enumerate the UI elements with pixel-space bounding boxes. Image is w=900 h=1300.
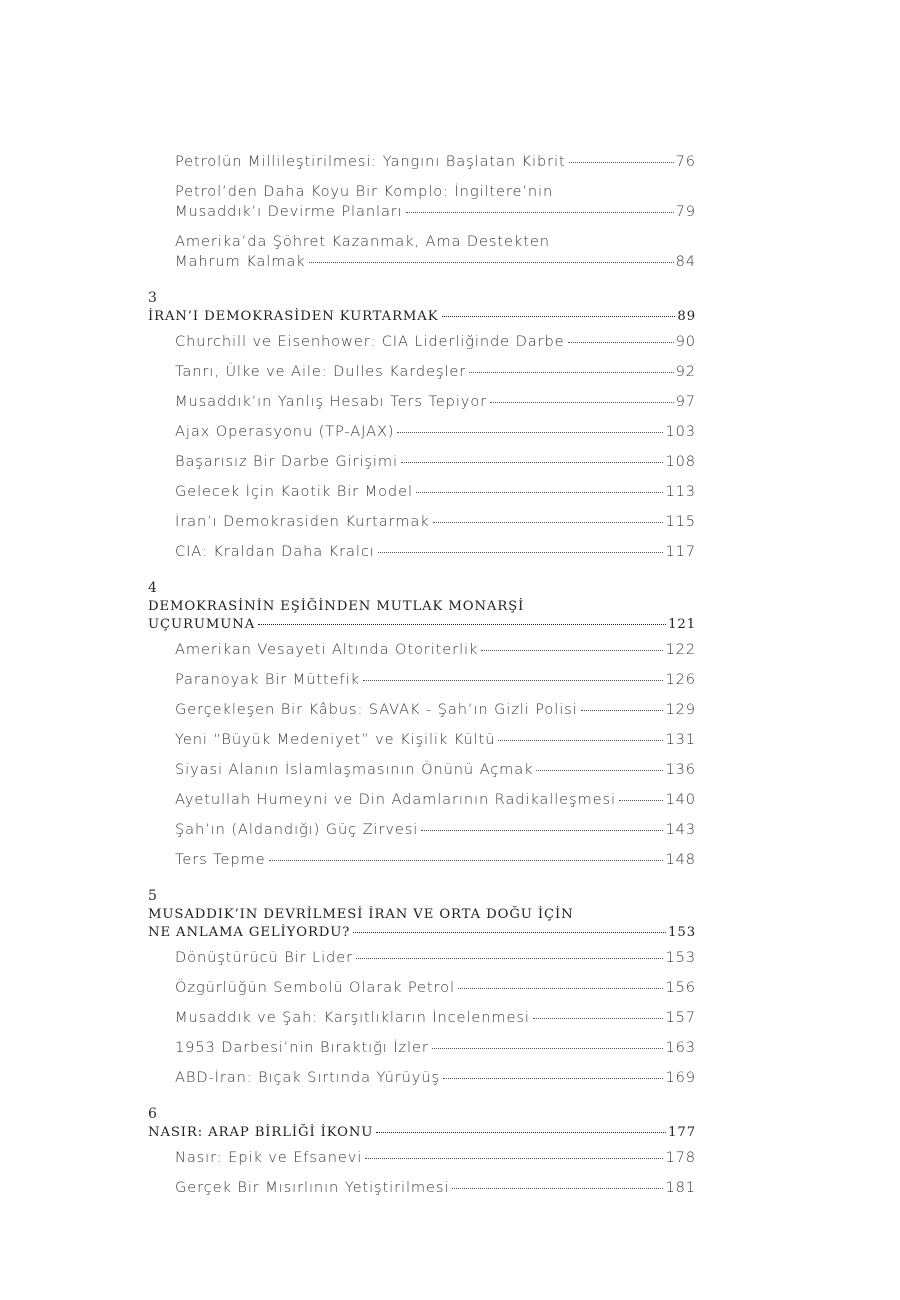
chapter-heading[interactable] (148, 1124, 696, 1142)
toc-entry[interactable] (148, 152, 696, 172)
entry-title: Musaddık’ı Devirme Planları (175, 203, 403, 220)
entry-title: Gelecek İçin Kaotik Bir Model (175, 483, 413, 500)
entry-title: Ayetullah Humeyni ve Din Adamlarının Radikalleşmesi (175, 791, 617, 808)
entry-title: ABD-İran: Bıçak Sırtında Yürüyüş (175, 1069, 440, 1086)
entry-title: Ters Tepme (175, 851, 266, 868)
dot-leader (309, 262, 674, 263)
chapter-title-line1: MUSADDIK’IN DEVRİLMESİ İRAN VE ORTA DOĞU İÇİN (148, 907, 574, 922)
toc-entry[interactable] (148, 392, 696, 412)
toc-entry[interactable] (148, 820, 696, 840)
dot-leader (569, 162, 674, 163)
dot-leader (536, 770, 663, 771)
entry-title: Petrolün Millileştirilmesi: Yangını Başlatan Kibrit (175, 153, 566, 170)
toc-entry[interactable] (148, 1068, 696, 1088)
chapter-heading[interactable] (148, 598, 696, 634)
dot-leader (353, 932, 666, 933)
entry-page: 115 (665, 513, 696, 530)
entry-title: CIA: Kraldan Daha Kralcı (175, 543, 375, 560)
dot-leader (397, 432, 663, 433)
entry-title: Amerikan Vesayeti Altında Otoriterlik (175, 641, 479, 658)
entry-title: Musaddık’ın Yanlış Hesabı Ters Tepiyor (175, 393, 488, 410)
toc-entry[interactable] (148, 1008, 696, 1028)
entry-title: Musaddık ve Şah: Karşıtlıkların İncelenmesi (175, 1009, 530, 1026)
chapter-6 (148, 1104, 696, 1198)
dot-leader (376, 1132, 666, 1133)
entry-page: 129 (665, 701, 696, 718)
dot-leader (421, 830, 663, 831)
entry-title: Şah’ın (Aldandığı) Güç Zirvesi (175, 821, 419, 838)
toc-entry[interactable] (148, 512, 696, 532)
dot-leader (442, 316, 676, 317)
chapter-heading[interactable] (148, 906, 696, 942)
toc-entry[interactable] (148, 700, 696, 720)
entry-title: Yeni “Büyük Medeniyet” ve Kişilik Kültü (175, 731, 496, 748)
entry-page: 163 (665, 1039, 696, 1056)
toc-entry[interactable] (148, 730, 696, 750)
entry-title: İran’ı Demokrasiden Kurtarmak (175, 513, 430, 530)
chapter-page: 177 (668, 1125, 696, 1140)
chapter-heading[interactable] (148, 308, 696, 326)
toc-entry[interactable] (148, 542, 696, 562)
chapter-title: İRAN’I DEMOKRASİDEN KURTARMAK (148, 309, 439, 324)
entry-page: 148 (665, 851, 696, 868)
toc-entry[interactable] (148, 670, 696, 690)
entry-page: 79 (675, 203, 696, 220)
entry-title: Tanrı, Ülke ve Aile: Dulles Kardeşler (175, 363, 467, 380)
dot-leader (619, 800, 663, 801)
entry-page: 84 (675, 253, 696, 270)
entry-title: 1953 Darbesi’nin Bıraktığı İzler (175, 1039, 429, 1056)
toc-entry[interactable] (148, 452, 696, 472)
entry-page: 97 (675, 393, 696, 410)
entry-title: Gerçekleşen Bir Kâbus: SAVAK - Şah’ın Gizli Polisi (175, 701, 578, 718)
chapter-3 (148, 288, 696, 562)
entry-page: 178 (665, 1149, 696, 1166)
entry-page: 108 (665, 453, 696, 470)
toc-entry[interactable] (148, 1178, 696, 1198)
entry-title: Nasır: Epik ve Efsanevi (175, 1149, 363, 1166)
dot-leader (401, 462, 664, 463)
toc-entry[interactable] (148, 332, 696, 352)
chapter-number: 4 (148, 580, 157, 596)
toc-entry[interactable] (148, 182, 696, 222)
entry-title: Dönüştürücü Bir Lider (175, 949, 353, 966)
chapter-title: UÇURUMUNA (148, 617, 256, 632)
dot-leader (356, 958, 663, 959)
toc-entry[interactable] (148, 978, 696, 998)
toc-entry[interactable] (148, 760, 696, 780)
toc-entry[interactable] (148, 640, 696, 660)
toc-entry[interactable] (148, 482, 696, 502)
chapter-5 (148, 886, 696, 1088)
dot-leader (481, 650, 663, 651)
chapter-page: 121 (668, 617, 696, 632)
chapter-title: NE ANLAMA GELİYORDU? (148, 925, 351, 940)
toc-entry[interactable] (148, 850, 696, 870)
dot-leader (433, 522, 664, 523)
dot-leader (269, 860, 664, 861)
dot-leader (568, 342, 674, 343)
dot-leader (469, 372, 673, 373)
chapter-4 (148, 578, 696, 870)
entry-page: 157 (665, 1009, 696, 1026)
dot-leader (432, 1048, 664, 1049)
entry-page: 143 (665, 821, 696, 838)
toc-entry[interactable] (148, 790, 696, 810)
entry-page: 153 (665, 949, 696, 966)
dot-leader (363, 680, 664, 681)
toc-entry[interactable] (148, 362, 696, 382)
entry-page: 122 (665, 641, 696, 658)
entry-page: 131 (665, 731, 696, 748)
toc-entry[interactable] (148, 948, 696, 968)
toc-entry[interactable] (148, 1038, 696, 1058)
chapter-number: 5 (148, 888, 157, 904)
dot-leader (490, 402, 674, 403)
dot-leader (378, 552, 664, 553)
chapter-page: 153 (668, 925, 696, 940)
entry-page: 136 (665, 761, 696, 778)
entry-page: 76 (675, 153, 696, 170)
chapter-title: NASIR: ARAP BİRLİĞİ İKONU (148, 1125, 374, 1140)
entry-title: Mahrum Kalmak (175, 253, 306, 270)
entry-title: Ajax Operasyonu (TP-AJAX) (175, 423, 395, 440)
dot-leader (443, 1078, 663, 1079)
entry-title: Paranoyak Bir Müttefik (175, 671, 360, 688)
entry-title: Siyasi Alanın İslamlaşmasının Önünü Açmak (175, 761, 534, 778)
entry-page: 92 (675, 363, 696, 380)
entry-page: 113 (665, 483, 696, 500)
entry-page: 140 (665, 791, 696, 808)
toc-entry[interactable] (148, 232, 696, 272)
entry-title: Özgürlüğün Sembolü Olarak Petrol (175, 979, 455, 996)
entry-page: 126 (665, 671, 696, 688)
dot-leader (365, 1158, 663, 1159)
entry-page: 181 (665, 1179, 696, 1196)
table-of-contents (148, 152, 696, 1208)
dot-leader (498, 740, 663, 741)
entry-page: 117 (665, 543, 696, 560)
toc-entry[interactable] (148, 1148, 696, 1168)
dot-leader (452, 1188, 663, 1189)
dot-leader (416, 492, 664, 493)
entry-title-line1: Amerika’da Şöhret Kazanmak, Ama Destekten (175, 233, 550, 250)
entry-title: Gerçek Bir Mısırlının Yetiştirilmesi (175, 1179, 450, 1196)
entry-title: Churchill ve Eisenhower: CIA Liderliğinde Darbe (175, 333, 565, 350)
toc-entry[interactable] (148, 422, 696, 442)
entry-title: Başarısız Bir Darbe Girişimi (175, 453, 398, 470)
chapter-number: 6 (148, 1106, 157, 1122)
entry-page: 103 (665, 423, 696, 440)
chapter-number: 3 (148, 290, 157, 306)
entry-page: 156 (665, 979, 696, 996)
chapter-title-line1: DEMOKRASİNİN EŞİĞİNDEN MUTLAK MONARŞİ (148, 599, 525, 614)
dot-leader (258, 624, 666, 625)
dot-leader (581, 710, 664, 711)
entry-page: 90 (675, 333, 696, 350)
dot-leader (406, 212, 674, 213)
entry-page: 169 (665, 1069, 696, 1086)
entry-title-line1: Petrol’den Daha Koyu Bir Komplo: İngiltere’nin (175, 183, 554, 200)
dot-leader (458, 988, 664, 989)
chapter-page: 89 (677, 309, 696, 324)
dot-leader (533, 1018, 664, 1019)
